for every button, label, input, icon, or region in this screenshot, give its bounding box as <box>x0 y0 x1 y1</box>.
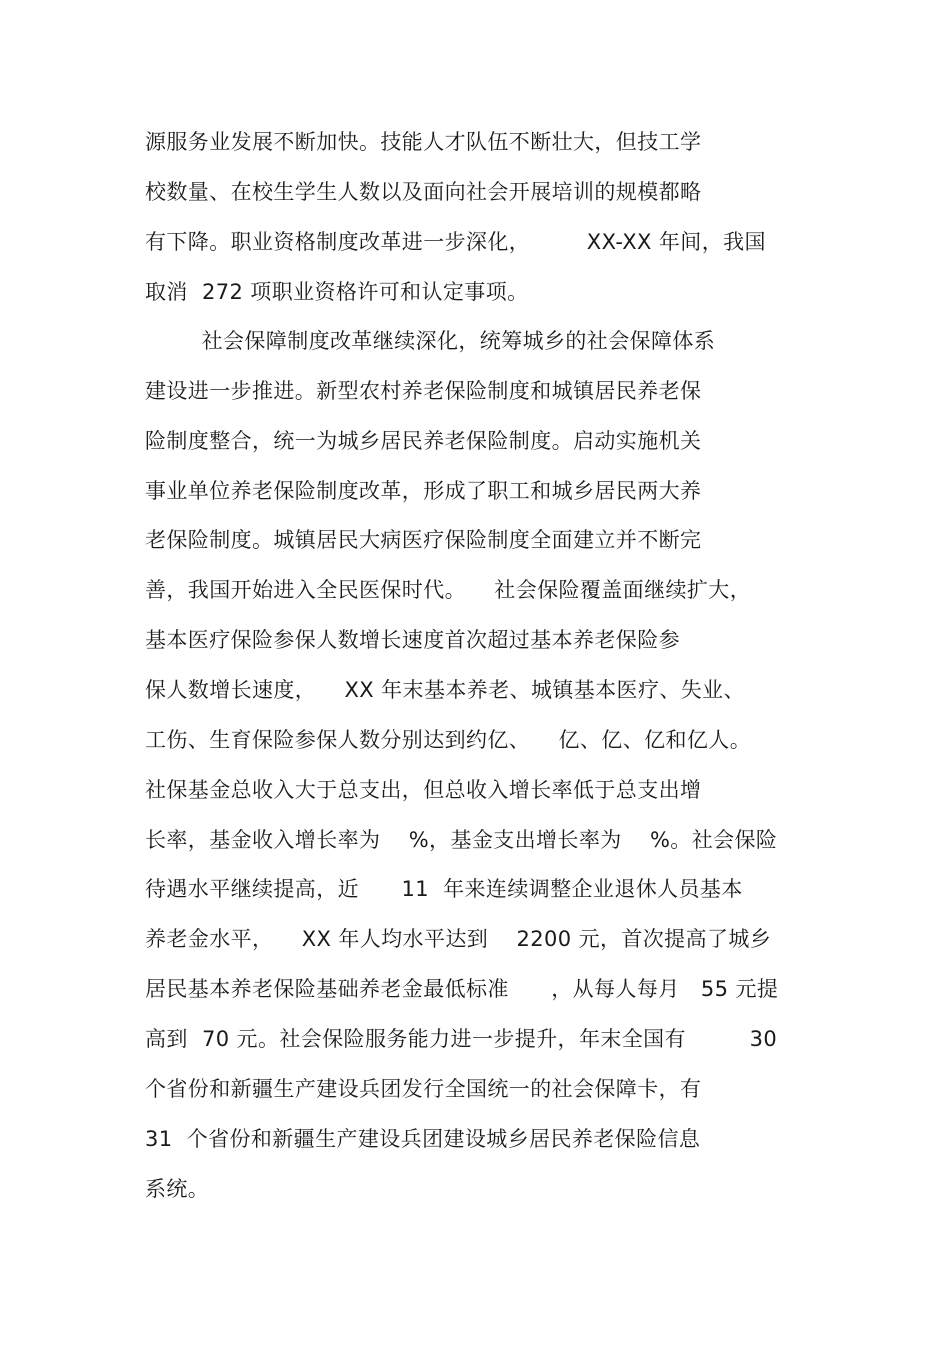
text-line: 取消 272 项职业资格许可和认定事项。 <box>145 280 529 304</box>
text-line: 建设进一步推进。新型农村养老保险制度和城镇居民养老保 <box>145 379 702 403</box>
text-line: 工伤、生育保险参保人数分别达到约亿、 亿、亿、亿和亿人。 <box>145 728 752 752</box>
text-line: 校数量、在校生学生人数以及面向社会开展培训的规模都略 <box>145 180 702 204</box>
text-line: 基本医疗保险参保人数增长速度首次超过基本养老保险参 <box>145 628 680 652</box>
text-line: 高到 70 元。社会保险服务能力进一步提升，年末全国有 30 <box>145 1027 778 1051</box>
text-line: 善，我国开始进入全民医保时代。 社会保险覆盖面继续扩大， <box>145 578 752 602</box>
text-line: 养老金水平， XX 年人均水平达到 2200 元，首次提高了城乡 <box>145 927 772 951</box>
text-line: 31 个省份和新疆生产建设兵团建设城乡居民养老保险信息 <box>145 1127 701 1151</box>
text-line: 险制度整合，统一为城乡居民养老保险制度。启动实施机关 <box>145 429 702 453</box>
text-line: 居民基本养老保险基础养老金最低标准 ，从每人每月 55 元提 <box>145 977 779 1001</box>
paragraph-first-line: 社会保障制度改革继续深化，统筹城乡的社会保障体系 <box>145 329 716 353</box>
text-line: 系统。 <box>145 1177 210 1201</box>
text-line: 待遇水平继续提高，近 11 年来连续调整企业退休人员基本 <box>145 877 743 901</box>
text-line: 老保险制度。城镇居民大病医疗保险制度全面建立并不断完 <box>145 528 702 552</box>
text-line: 个省份和新疆生产建设兵团发行全国统一的社会保障卡，有 <box>145 1077 702 1101</box>
text-line: 事业单位养老保险制度改革，形成了职工和城乡居民两大养 <box>145 479 702 503</box>
text-line: 社保基金总收入大于总支出，但总收入增长率低于总支出增 <box>145 778 702 802</box>
text-line: 源服务业发展不断加快。技能人才队伍不断壮大，但技工学 <box>145 130 702 154</box>
text-line: 长率，基金收入增长率为 %，基金支出增长率为 %。社会保险 <box>145 828 778 852</box>
text-line: 保人数增长速度， XX 年末基本养老、城镇基本医疗、失业、 <box>145 678 745 702</box>
text-line: 有下降。职业资格制度改革进一步深化， XX-XX 年间，我国 <box>145 230 766 254</box>
